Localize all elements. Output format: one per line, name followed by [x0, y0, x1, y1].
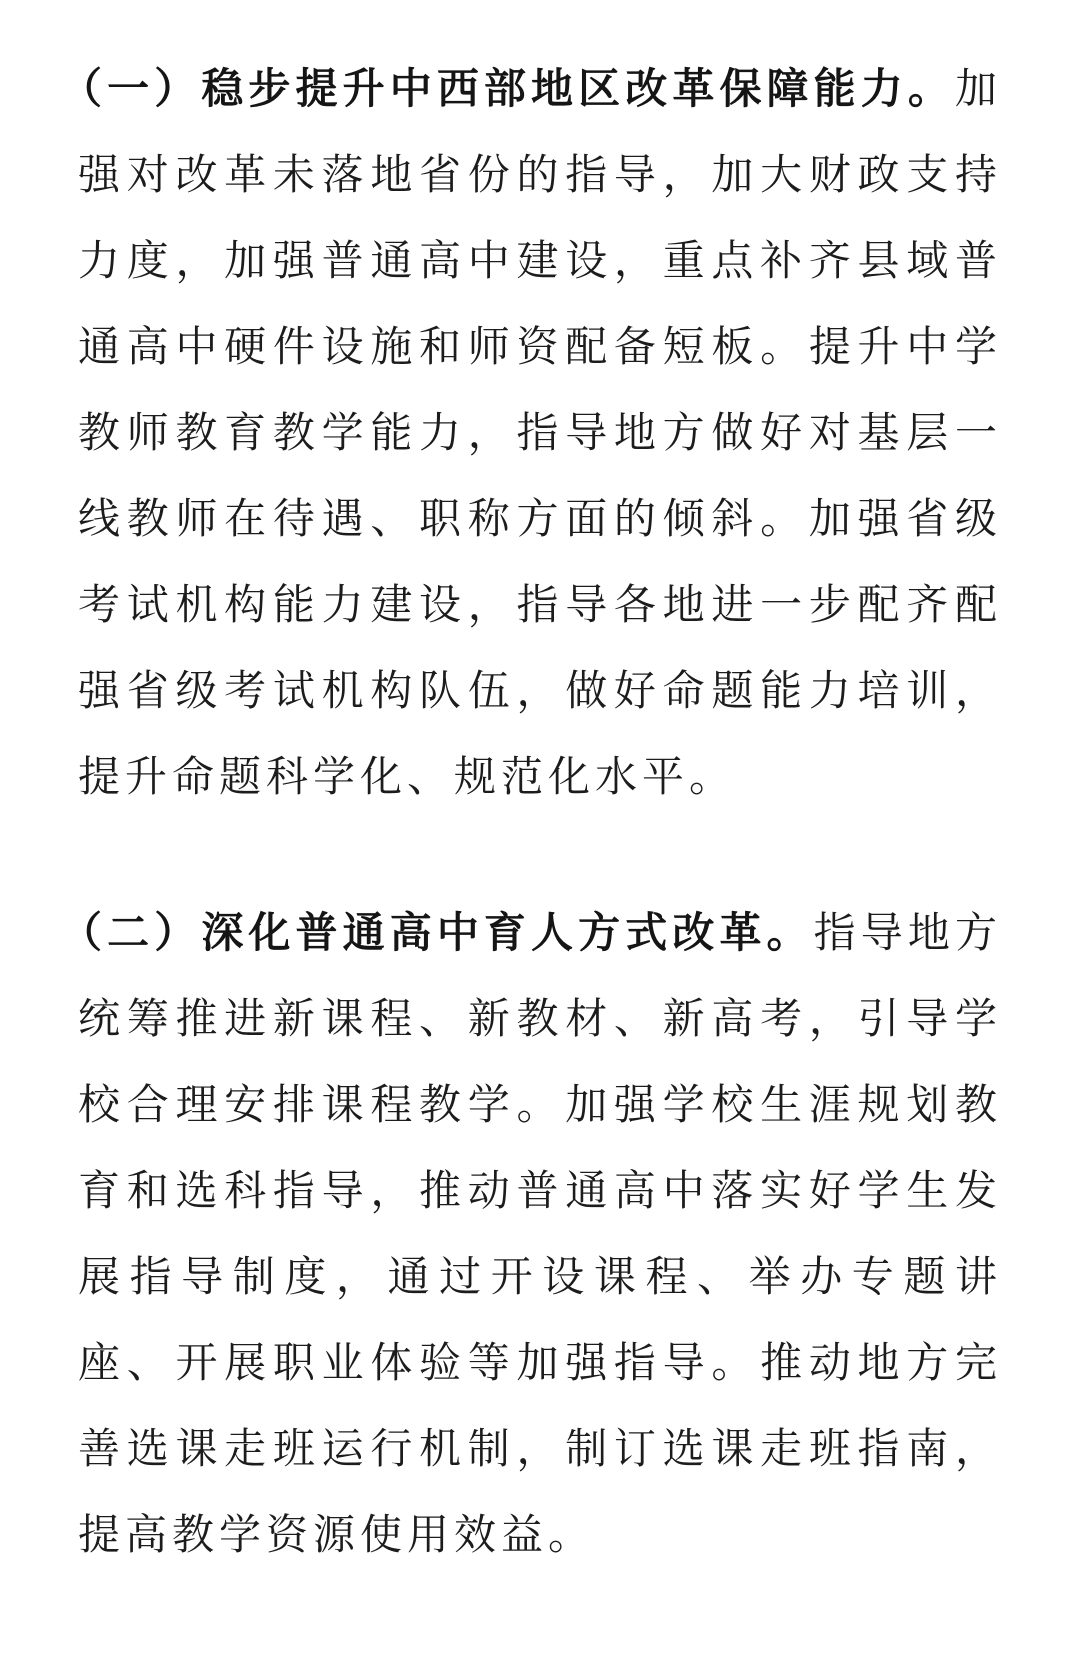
section-2-heading-number: （二）: [60, 908, 202, 957]
section-1-body: 加强对改革未落地省份的指导，加大财政支持力度，加强普通高中建设，重点补齐县域普通高中硬件设施和师资配备短板。提升中学教师教育教学能力，指导地方做好对基层一线教师在待遇、职称方面的倾斜。加强省级考试机构能力建设，指导各地进一步配齐配强省级考试机构队伍，做好命题能力培训，提升命题科学化、规范化水平。: [78, 64, 1002, 801]
section-1-heading-number: （一）: [60, 64, 202, 113]
section-1-heading: 稳步提升中西部地区改革保障能力。: [201, 64, 955, 113]
section-2-body: 指导地方统筹推进新课程、新教材、新高考，引导学校合理安排课程教学。加强学校生涯规划教育和选科指导，推动普通高中落实好学生发展指导制度，通过开设课程、举办专题讲座、开展职业体验等加强指导。推动地方完善选课走班运行机制，制订选课走班指南，提高教学资源使用效益。: [78, 908, 1002, 1559]
section-2-paragraph: [60, 890, 1002, 1578]
section-2-heading: 深化普通高中育人方式改革。: [201, 908, 814, 957]
section-1-paragraph: [60, 46, 1002, 820]
